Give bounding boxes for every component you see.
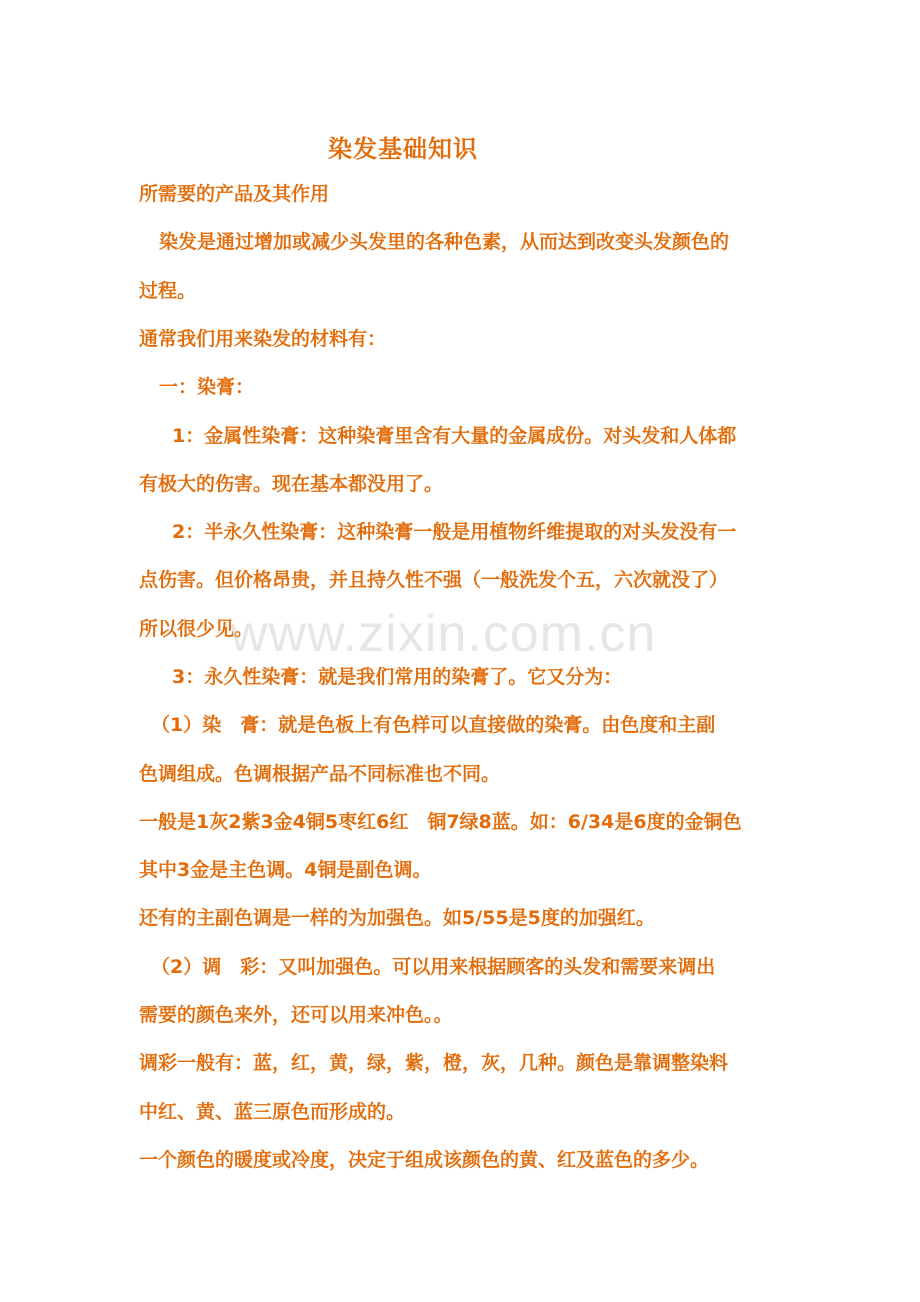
paragraph-line: 一般是1灰2紫3金4铜5枣红6红 铜7绿8蓝。如：6/34是6度的金铜色 (139, 811, 742, 833)
paragraph-line: 其中3金是主色调。4铜是副色调。 (139, 859, 432, 881)
paragraph-line: 需要的颜色来外，还可以用来冲色。。 (139, 1004, 453, 1026)
section-heading: 所需要的产品及其作用 (139, 183, 330, 205)
paragraph-line: 色调组成。色调根据产品不同标准也不同。 (139, 763, 501, 785)
paragraph-line: 中红、黄、蓝三原色而形成的。 (139, 1101, 406, 1123)
paragraph-line: （1）染 膏：就是色板上有色样可以直接做的染膏。由色度和主副 (151, 714, 716, 736)
paragraph-line: 染发是通过增加或减少头发里的各种色素，从而达到改变头发颜色的 (159, 231, 730, 253)
paragraph-line: 还有的主副色调是一样的为加强色。如5/55是5度的加强红。 (139, 907, 655, 929)
paragraph-line: 调彩一般有：蓝，红，黄，绿，紫，橙，灰，几种。颜色是靠调整染料 (139, 1052, 729, 1074)
paragraph-line: 一个颜色的暖度或冷度，决定于组成该颜色的黄、红及蓝色的多少。 (139, 1149, 710, 1171)
paragraph-line: 所以很少见。 (139, 618, 254, 640)
paragraph-line: 1：金属性染膏：这种染膏里含有大量的金属成份。对头发和人体都 (172, 425, 737, 447)
paragraph-line: （2）调 彩：又叫加强色。可以用来根据顾客的头发和需要来调出 (151, 956, 716, 978)
paragraph-line: 过程。 (139, 280, 197, 302)
document-title: 染发基础知识 (328, 135, 478, 163)
watermark: www.zixin.com.cn (230, 605, 657, 663)
paragraph-line: 3：永久性染膏：就是我们常用的染膏了。它又分为： (172, 666, 623, 688)
paragraph-line: 2：半永久性染膏：这种染膏一般是用植物纤维提取的对头发没有一 (172, 521, 737, 543)
list-heading: 一：染膏： (159, 376, 255, 398)
paragraph-line: 点伤害。但价格昂贵，并且持久性不强（一般洗发个五，六次就没了） (139, 569, 729, 591)
paragraph-line: 有极大的伤害。现在基本都没用了。 (139, 473, 444, 495)
paragraph-line: 通常我们用来染发的材料有： (139, 328, 387, 350)
